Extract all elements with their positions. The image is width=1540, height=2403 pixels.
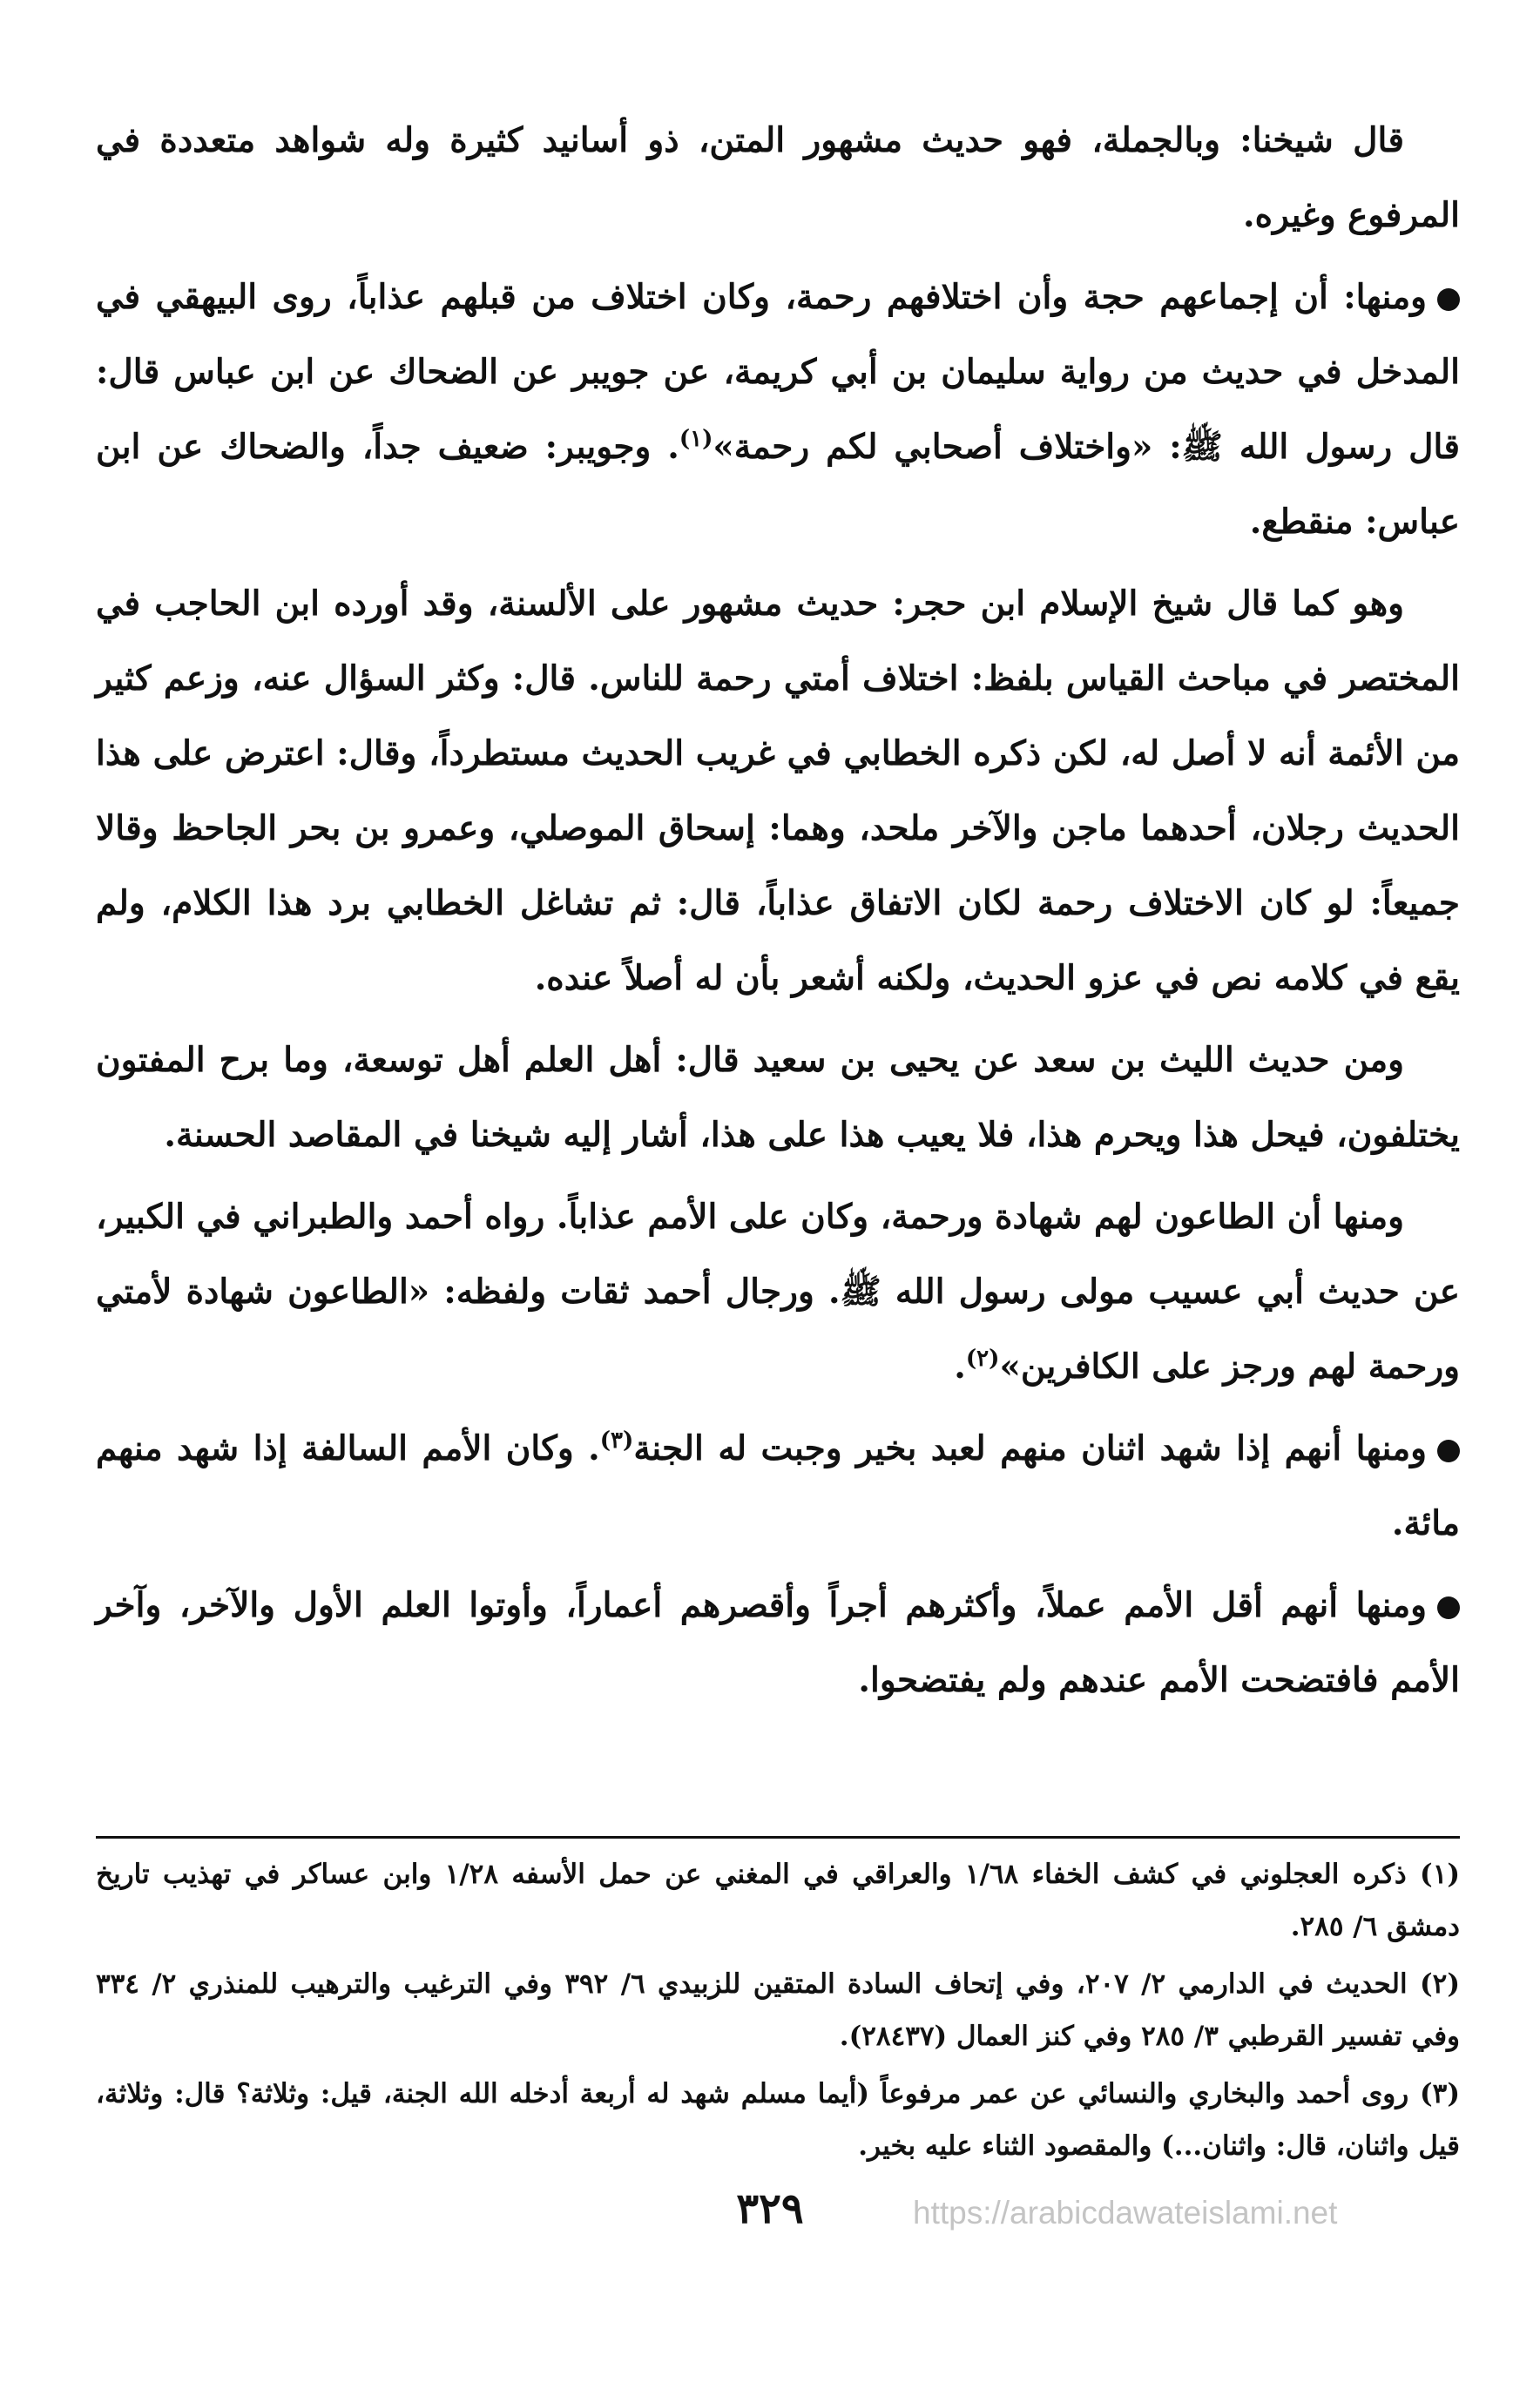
footnotes-block	[96, 1848, 1460, 2177]
paragraph-3: وهو كما قال شيخ الإسلام ابن حجر: حديث مشهور على الألسنة، وقد أورده ابن الحاجب في المختصر في مباحث القياس بلفظ: اختلاف أمتي رحمة للناس. قال: وكثر السؤال عنه، وزعم كثير من الأئمة أنه لا أصل له، لكن ذكره الخطابي في غريب الحديث مستطرداً، وقال: اعترض على هذا الحديث رجلان، أحدهما ماجن والآخر ملحد، وهما: إسحاق الموصلي، وعمرو بن بحر الجاحظ وقالا جميعاً: لو كان الاختلاف رحمة لكان الاتفاق عذاباً، قال: ثم تشاغل الخطابي برد هذا الكلام، ولم يقع في كلامه نص في عزو الحديث، ولكنه أشعر بأن له أصلاً عنده.	[96, 584, 1460, 998]
paragraph-2-text: ومنها: أن إجماعهم حجة وأن اختلافهم رحمة، وكان اختلاف من قبلهم عذاباً، روى البيهقي في المدخل في حديث من رواية سليمان بن أبي كريمة، عن جويبر عن الضحاك عن ابن عباس قال: قال رسول الله ﷺ: «واختلاف أصحابي لكم رحمة»	[96, 277, 1460, 467]
paragraph-1: قال شيخنا: وبالجملة، فهو حديث مشهور المتن، ذو أسانيد كثيرة وله شواهد متعددة في المرفوع وغيره.	[96, 120, 1460, 235]
paragraph-6-tail: . وكان الأمم السالفة إذا شهد منهم مائة.	[96, 1428, 1460, 1543]
paragraph-5	[96, 1179, 1460, 1404]
paragraph-2	[96, 260, 1460, 559]
bullet-icon	[1437, 1440, 1460, 1462]
paragraph-2-tail: . وجويبر: ضعيف جداً، والضحاك عن ابن عباس: منقطع.	[96, 427, 1460, 542]
paragraph-7	[96, 1568, 1460, 1718]
footnote-ref-1[interactable]: (١)	[679, 426, 713, 452]
footnote-3: (٣) روى أحمد والبخاري والنسائي عن عمر مرفوعاً (أيما مسلم شهد له أربعة أدخله الله الجنة، قيل: وثلاثة؟ قال: وثلاثة، قيل واثنان، قال: واثنان...) والمقصود الثناء عليه بخير.	[96, 2078, 1460, 2162]
bullet-icon	[1437, 288, 1460, 311]
page-number: ٣٢٩	[736, 2184, 804, 2233]
bullet-icon	[1437, 1596, 1460, 1619]
paragraph-7-text: ومنها أنهم أقل الأمم عملاً، وأكثرهم أجراً وأقصرهم أعماراً، وأوتوا العلم الأول والآخر، وآخر الأمم فافتضحت الأمم عندهم ولم يفتضحوا.	[96, 1585, 1460, 1700]
paragraph-6-text: ومنها أنهم إذا شهد اثنان منهم لعبد بخير وجبت له الجنة	[633, 1428, 1428, 1468]
footnote-1: (١) ذكره العجلوني في كشف الخفاء ١/٦٨ والعراقي في المغني عن حمل الأسفه ١/٢٨ وابن عساكر في تهذيب تاريخ دمشق ٦/ ٢٨٥.	[96, 1859, 1461, 1942]
footnote-2: (٢) الحديث في الدارمي ٢/ ٢٠٧، وفي إتحاف السادة المتقين للزبيدي ٦/ ٣٩٢ وفي الترغيب والترهيب للمنذري ٢/ ٣٣٤ وفي تفسير القرطبي ٣/ ٢٨٥ وفي كنز العمال (٢٨٤٣٧).	[96, 1968, 1460, 2052]
main-text-block	[96, 103, 1460, 1725]
paragraph-6	[96, 1411, 1460, 1561]
footnote-ref-3[interactable]: (٣)	[599, 1428, 634, 1454]
footnote-ref-2[interactable]: (٢)	[965, 1346, 1000, 1372]
footnote-divider	[96, 1836, 1460, 1839]
paragraph-5-text: ومنها أن الطاعون لهم شهادة ورحمة، وكان على الأمم عذاباً. رواه أحمد والطبراني في الكبير، عن حديث أبي عسيب مولى رسول الله ﷺ. ورجال أحمد ثقات ولفظه: «الطاعون شهادة لأمتي ورحمة لهم ورجز على الكافرين»	[96, 1197, 1460, 1387]
paragraph-5-tail: .	[954, 1347, 966, 1387]
watermark-url: https://arabicdawateislami.net	[913, 2195, 1338, 2231]
paragraph-4: ومن حديث الليث بن سعد عن يحيى بن سعيد قال: أهل العلم أهل توسعة، وما برح المفتون يختلفون، فيحل هذا ويحرم هذا، فلا يعيب هذا على هذا، أشار إليه شيخنا في المقاصد الحسنة.	[96, 1040, 1460, 1155]
